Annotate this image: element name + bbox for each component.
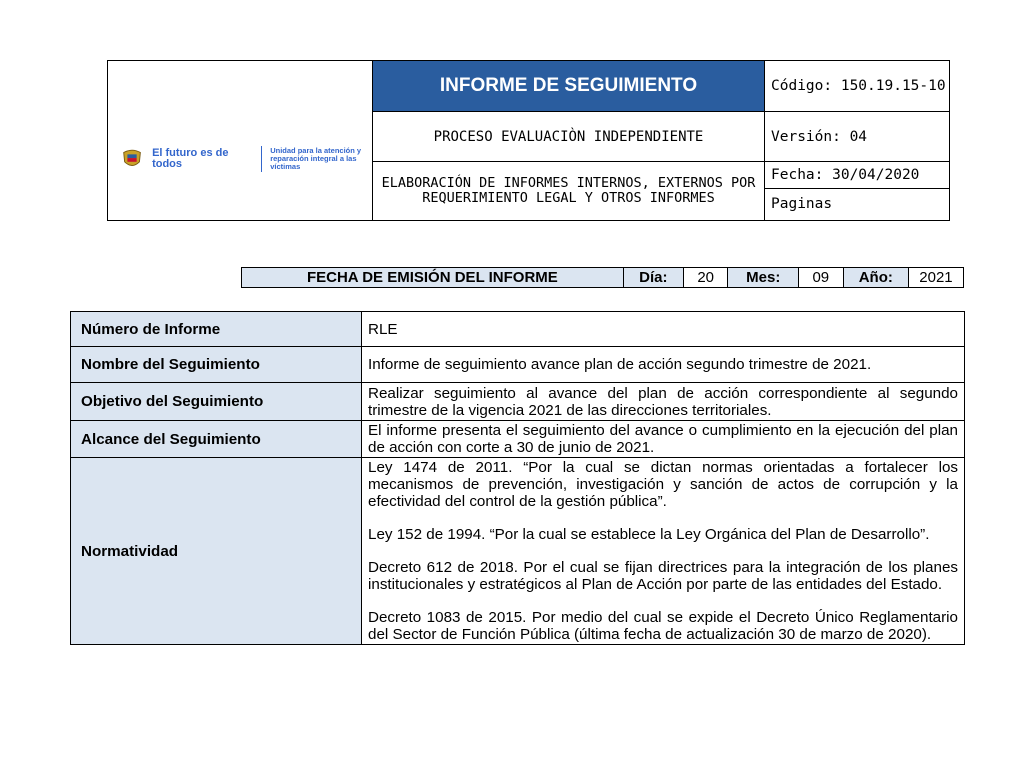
institution-logo <box>120 146 372 172</box>
document-header-table <box>107 60 950 221</box>
regulations-label: Normatividad <box>71 458 362 645</box>
year-value: 2021 <box>908 268 963 288</box>
report-title: INFORME DE SEGUIMIENTO <box>373 61 765 112</box>
day-value: 20 <box>683 268 728 288</box>
objective-value: Realizar seguimiento al avance del plan de acción correspondiente al segundo trimestre de la vigencia 2021 de las direcciones territoriales. <box>362 383 965 421</box>
table-row <box>71 383 965 421</box>
year-label: Año: <box>843 268 908 288</box>
day-label: Día: <box>623 268 683 288</box>
objective-label: Objetivo del Seguimiento <box>71 383 362 421</box>
process-name: PROCESO EVALUACIÒN INDEPENDIENTE <box>373 112 765 162</box>
procedure-name: ELABORACIÓN DE INFORMES INTERNOS, EXTERNOS POR REQUERIMIENTO LEGAL Y OTROS INFORMES <box>373 162 765 221</box>
table-row <box>71 421 965 458</box>
table-row <box>71 347 965 383</box>
document-version: Versión: 04 <box>765 112 950 162</box>
table-row <box>71 458 965 645</box>
report-number-label: Número de Informe <box>71 312 362 347</box>
emission-date-label: FECHA DE EMISIÓN DEL INFORME <box>242 268 624 288</box>
scope-value: El informe presenta el seguimiento del avance o cumplimiento en la ejecución del plan de acción con corte a 30 de junio de 2021. <box>362 421 965 458</box>
document-code: Código: 150.19.15-10 <box>765 61 950 112</box>
logo-entity-text: Unidad para la atención y reparación integral a las víctimas <box>270 146 362 171</box>
logo-brand-text: El futuro es de todos <box>152 147 229 170</box>
follow-up-name-label: Nombre del Seguimiento <box>71 347 362 383</box>
document-date: Fecha: 30/04/2020 <box>765 162 949 189</box>
regulation-paragraph: Decreto 1083 de 2015. Por medio del cual se expide el Decreto Único Reglamentario del Sector de Función Pública (última fecha de actualización 30 de marzo de 2020). <box>368 609 958 643</box>
follow-up-name-value: Informe de seguimiento avance plan de acción segundo trimestre de 2021. <box>362 347 965 383</box>
month-label: Mes: <box>728 268 799 288</box>
table-row <box>71 312 965 347</box>
logo-cell <box>108 61 373 221</box>
scope-label: Alcance del Seguimiento <box>71 421 362 458</box>
regulations-value <box>362 458 965 645</box>
emission-date-row <box>241 267 964 288</box>
document-pages: Paginas <box>771 196 833 212</box>
month-value: 09 <box>799 268 844 288</box>
regulation-paragraph: Ley 152 de 1994. “Por la cual se establece la Ley Orgánica del Plan de Desarrollo”. <box>368 526 930 543</box>
regulation-paragraph: Ley 1474 de 2011. “Por la cual se dictan normas orientadas a fortalecer los mecanismos de prevención, investigación y sanción de actos de corrupción y la efectividad del control de la gestión pública”. <box>368 459 958 510</box>
logo-divider <box>261 146 262 172</box>
regulation-paragraph: Decreto 612 de 2018. Por el cual se fijan directrices para la integración de los planes institucionales y estratégicos al Plan de Acción por parte de las entidades del Estado. <box>368 559 958 593</box>
report-number-value: RLE <box>362 312 965 347</box>
report-info-table <box>70 311 965 645</box>
coat-of-arms-icon <box>120 148 144 170</box>
